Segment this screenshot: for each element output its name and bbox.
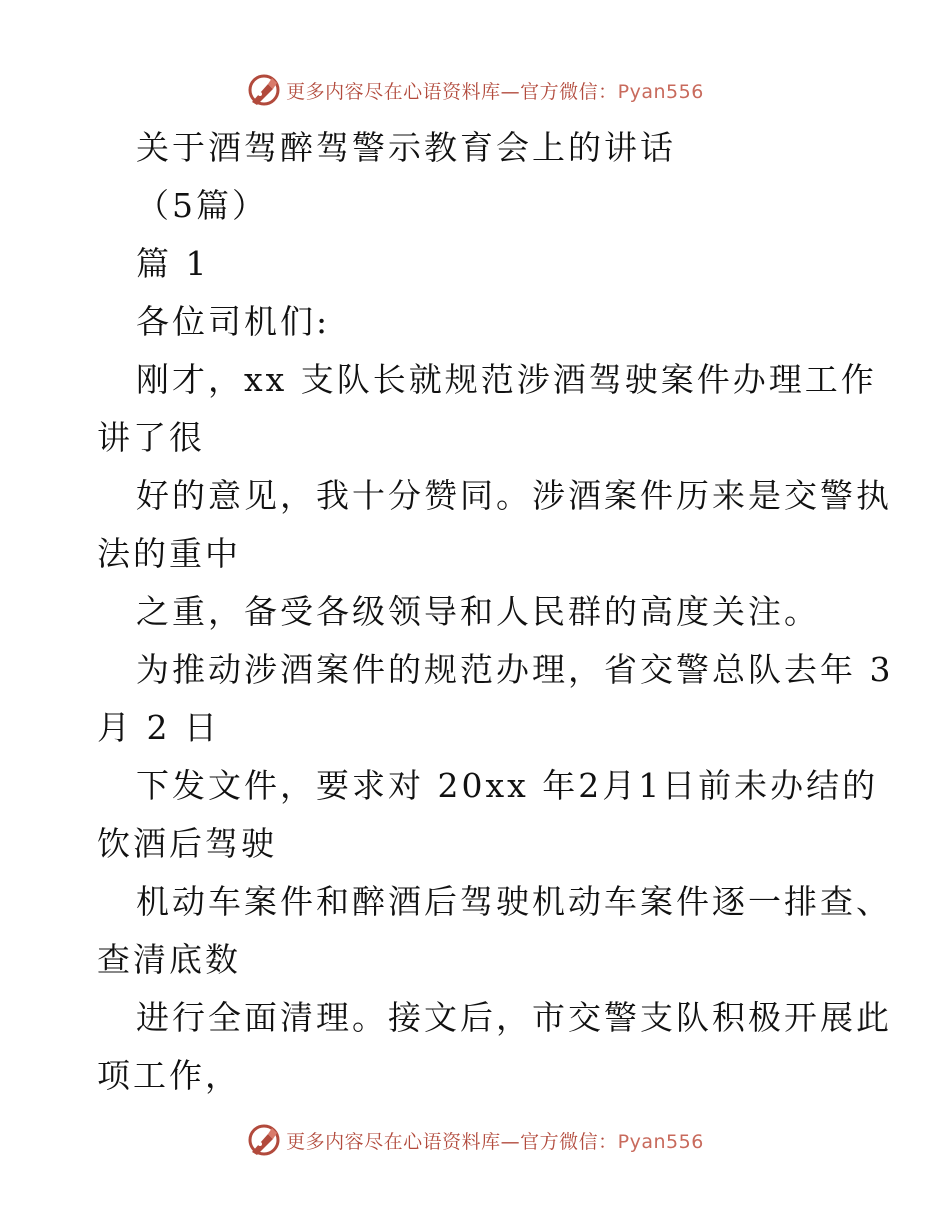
document-subtitle: （5篇）: [136, 186, 268, 225]
paragraph-line: 机动车案件和醉酒后驾驶机动车案件逐一排查、: [136, 882, 892, 921]
salutation: 各位司机们:: [136, 302, 331, 341]
footer-watermark: [0, 1120, 950, 1160]
paragraph-line: 之重，备受各级领导和人民群的高度关注。: [136, 592, 820, 631]
pen-logo-icon: [246, 1122, 282, 1158]
watermark-text: 更多内容尽在心语资料库—官方微信：: [286, 80, 618, 103]
pen-logo-icon: [246, 72, 282, 108]
paragraph-line: 好的意见，我十分赞同。涉酒案件历来是交警执: [136, 476, 892, 515]
paragraph-line: 月 2 日: [97, 708, 220, 747]
paragraph-line: 法的重中: [97, 534, 241, 573]
header-watermark: [0, 70, 950, 110]
paragraph-line: 项工作，: [97, 1056, 241, 1095]
document-title: 关于酒驾醉驾警示教育会上的讲话: [136, 128, 676, 167]
paragraph-line: 为推动涉酒案件的规范办理，省交警总队去年 3: [136, 650, 894, 689]
watermark-id: Pyan556: [617, 80, 704, 103]
watermark-id: Pyan556: [617, 1130, 704, 1153]
watermark-text: 更多内容尽在心语资料库—官方微信：: [286, 1130, 618, 1153]
section-heading: 篇 1: [136, 244, 210, 283]
paragraph-line: 讲了很: [97, 418, 205, 457]
paragraph-line: 饮酒后驾驶: [97, 824, 277, 863]
paragraph-line: 下发文件，要求对 20xx 年2月1日前未办结的: [136, 766, 879, 805]
paragraph-line: 进行全面清理。接文后，市交警支队积极开展此: [136, 998, 892, 1037]
paragraph-line: 刚才，xx 支队长就规范涉酒驾驶案件办理工作: [136, 360, 877, 399]
paragraph-line: 查清底数: [97, 940, 241, 979]
